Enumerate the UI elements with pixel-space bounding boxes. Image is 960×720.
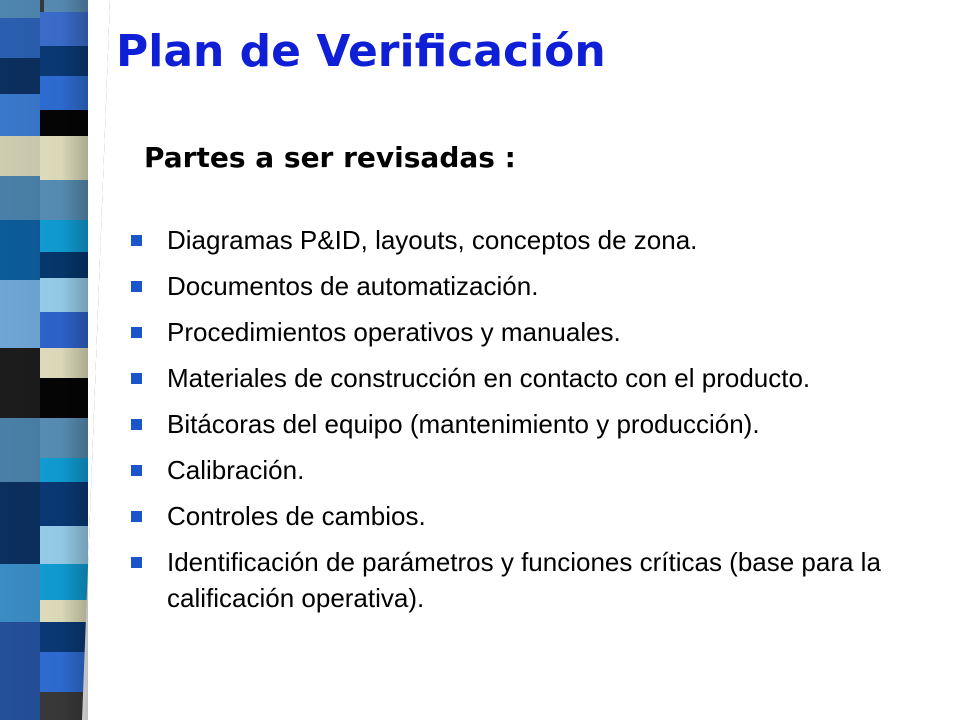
square-bullet-icon bbox=[131, 327, 142, 338]
list-item bbox=[130, 406, 930, 442]
list-item bbox=[130, 222, 930, 258]
list-item bbox=[130, 544, 930, 616]
list-item-text: Controles de cambios. bbox=[167, 501, 426, 531]
decorative-stripe-bar bbox=[0, 0, 110, 720]
slide-subtitle: Partes a ser revisadas : bbox=[144, 141, 516, 174]
bullet-list bbox=[130, 222, 930, 626]
square-bullet-icon bbox=[131, 235, 142, 246]
list-item-text: Documentos de automatización. bbox=[167, 271, 539, 301]
square-bullet-icon bbox=[131, 373, 142, 384]
list-item-text: Bitácoras del equipo (mantenimiento y producción). bbox=[167, 409, 760, 439]
list-item bbox=[130, 314, 930, 350]
list-item bbox=[130, 268, 930, 304]
slide-title: Plan de Verificación bbox=[116, 26, 606, 77]
square-bullet-icon bbox=[131, 419, 142, 430]
list-item-text: Materiales de construcción en contacto con el producto. bbox=[167, 363, 811, 393]
list-item-text: Identificación de parámetros y funciones críticas (base para la calificación operativa). bbox=[167, 547, 881, 613]
list-item bbox=[130, 360, 930, 396]
square-bullet-icon bbox=[131, 511, 142, 522]
square-bullet-icon bbox=[131, 281, 142, 292]
list-item-text: Procedimientos operativos y manuales. bbox=[167, 317, 621, 347]
list-item-text: Calibración. bbox=[167, 455, 305, 485]
list-item-text: Diagramas P&ID, layouts, conceptos de zona. bbox=[167, 225, 698, 255]
list-item bbox=[130, 452, 930, 488]
list-item bbox=[130, 498, 930, 534]
square-bullet-icon bbox=[131, 557, 142, 568]
square-bullet-icon bbox=[131, 465, 142, 476]
